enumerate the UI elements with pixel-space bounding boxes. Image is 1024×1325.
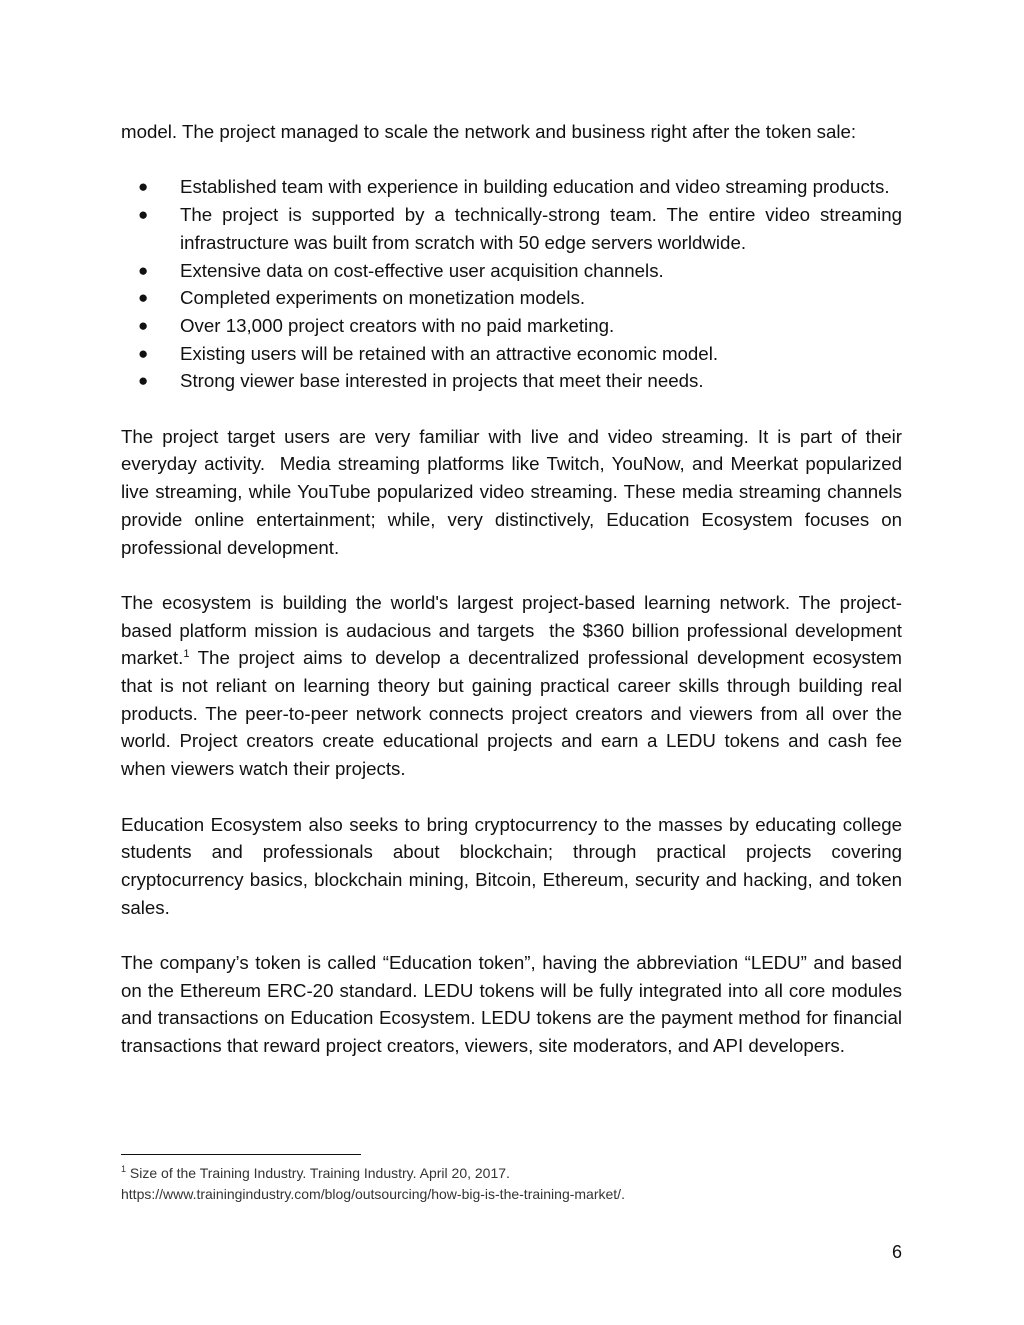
ecosystem-text-start: The ecosystem is building the world's largest project-based learning network. The project-based platform mission is audacious and targets the $360 billion professional development market. (121, 591, 902, 669)
list-item-text: Extensive data on cost-effective user acquisition channels. (180, 259, 664, 281)
footnote (121, 1163, 902, 1205)
list-item-text: The project is supported by a technically-strong team. The entire video streaming infrastructure was built from scratch with 50 edge servers worldwide. (180, 204, 902, 253)
paragraph-gap (121, 146, 902, 174)
footnote-url[interactable]: https://www.trainingindustry.com/blog/outsourcing/how-big-is-the-training-market/. (121, 1186, 625, 1202)
paragraph-gap (121, 783, 902, 811)
ecosystem-text-end: The project aims to develop a decentralized professional development ecosystem that is not reliant on learning theory but gaining practical career skills through building real products. The peer-to-peer network connects project creators and viewers from all over the world. Project creators create educational projects and earn a LEDU tokens and cash fee when viewers watch their projects. (121, 647, 902, 780)
list-item-text: Strong viewer base interested in projects that meet their needs. (180, 370, 704, 392)
crypto-education-paragraph: Education Ecosystem also seeks to bring cryptocurrency to the masses by educating college students and professionals about blockchain; through practical projects covering cryptocurrency basics, blockchain mining, Bitcoin, Ethereum, security and hacking, and token sales. (121, 813, 902, 918)
list-item (121, 367, 902, 395)
footnote-text: Size of the Training Industry. Training Industry. April 20, 2017. (126, 1165, 510, 1181)
bullet-icon: ● (138, 205, 149, 225)
list-item-text: Existing users will be retained with an attractive economic model. (180, 342, 719, 364)
footnote-divider (121, 1154, 361, 1155)
list-item (121, 201, 902, 256)
list-item (121, 257, 902, 285)
bullet-icon: ● (138, 343, 149, 363)
ecosystem-paragraph (121, 589, 902, 783)
bullet-icon: ● (138, 177, 149, 197)
bullet-icon: ● (138, 371, 149, 391)
footnote-reference[interactable]: 1 (183, 648, 190, 661)
list-item-text: Established team with experience in building education and video streaming products. (180, 176, 890, 198)
page-number: 6 (891, 1242, 902, 1262)
bullet-icon: ● (138, 260, 149, 280)
bullet-list (121, 173, 902, 395)
paragraph-gap (121, 561, 902, 589)
list-item (121, 173, 902, 201)
list-item (121, 284, 902, 312)
list-item (121, 340, 902, 368)
intro-paragraph: model. The project managed to scale the network and business right after the token sale: (121, 121, 857, 142)
token-paragraph: The company’s token is called “Education token”, having the abbreviation “LEDU” and based on the Ethereum ERC-20 standard. LEDU tokens will be fully integrated into all core modules and transactions on Education Ecosystem. LEDU tokens are the payment method for financial transactions that reward project creators, viewers, site moderators, and API developers. (121, 952, 902, 1057)
body-text (121, 118, 902, 1060)
list-item-text: Completed experiments on monetization models. (180, 287, 586, 309)
footnote-marker: 1 (121, 1164, 127, 1175)
paragraph-gap (121, 395, 902, 423)
bullet-icon: ● (138, 288, 149, 308)
target-users-paragraph: The project target users are very familiar with live and video streaming. It is part of their everyday activity. Media streaming platforms like Twitch, YouNow, and Meerkat popularized live streaming, while YouTube popularized video streaming. These media streaming channels provide online entertainment; while, very distinctively, Education Ecosystem focuses on professional development. (121, 425, 902, 558)
paragraph-gap (121, 921, 902, 949)
list-item-text: Over 13,000 project creators with no paid marketing. (180, 314, 615, 336)
list-item (121, 312, 902, 340)
bullet-icon: ● (138, 315, 149, 335)
footnote-line (121, 1163, 902, 1184)
